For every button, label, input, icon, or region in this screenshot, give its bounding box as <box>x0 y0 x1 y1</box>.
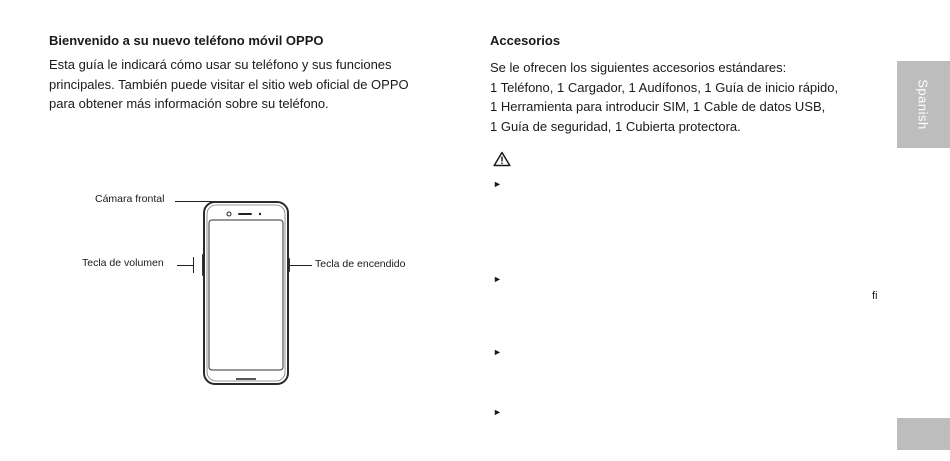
welcome-intro: Esta guía le indicará cómo usar su teléfono y sus funciones principales. También puede visitar el sitio web oficial de OPPO para obtener más información sobre su teléfono. <box>49 57 409 111</box>
right-pointer-icon: ► <box>493 179 502 189</box>
language-side-tab <box>897 61 950 148</box>
volume-key-label: Tecla de volumen <box>82 257 164 269</box>
stray-ligature-glyph: ﬁ <box>872 290 878 302</box>
warning-triangle-icon <box>493 151 511 167</box>
front-camera-label: Cámara frontal <box>95 193 165 205</box>
welcome-title: Bienvenido a su nuevo teléfono móvil OPPO <box>49 33 324 48</box>
page-side-tab <box>897 418 950 450</box>
power-key-label: Tecla de encendido <box>315 258 406 270</box>
right-pointer-icon: ► <box>493 407 502 417</box>
accessories-list: Se le ofrecen los siguientes accesorios estándares: 1 Teléfono, 1 Cargador, 1 Audífonos, 1 Guía de inicio rápido, 1 Herramienta para introducir SIM, 1 Cable de datos USB, 1 Guía de seguridad, 1 Cubierta protectora. <box>490 60 839 134</box>
right-pointer-icon: ► <box>493 347 502 357</box>
language-side-tab-label: Spanish <box>915 79 931 130</box>
accessories-title: Accesorios <box>490 33 561 48</box>
right-pointer-icon: ► <box>493 274 502 284</box>
volume-key-leader <box>177 265 193 266</box>
phone-illustration <box>198 200 294 388</box>
volume-key-bracket <box>193 257 194 273</box>
